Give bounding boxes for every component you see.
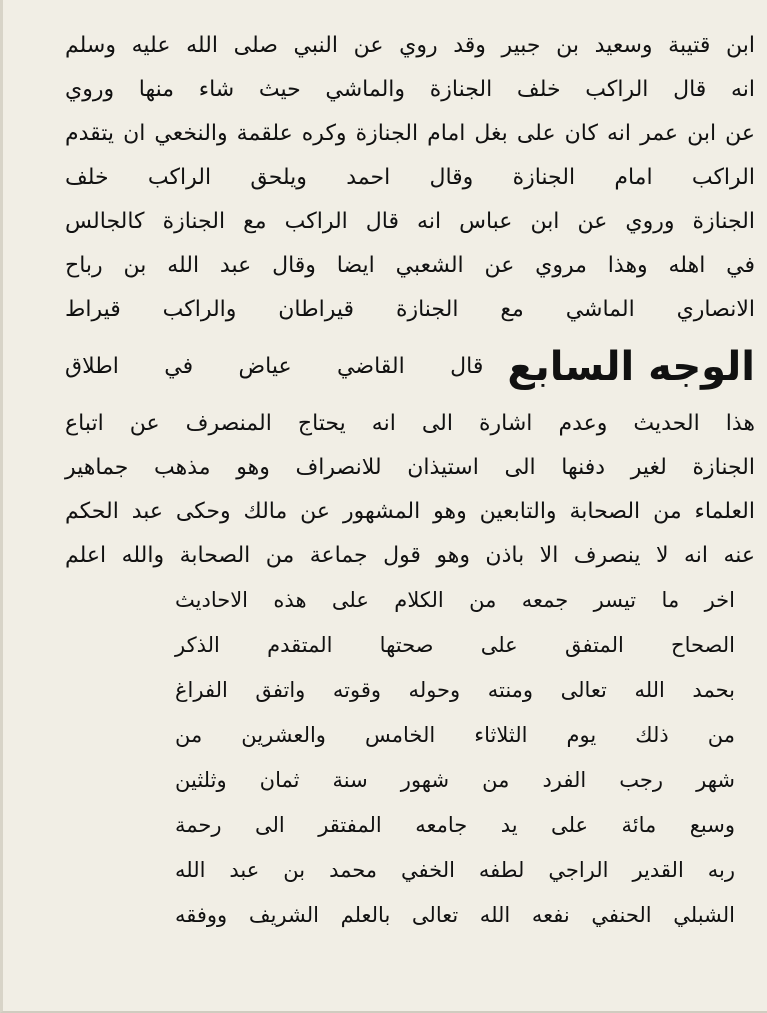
text-line: ابن قتيبة وسعيد بن جبير وقد روي عن النبي صلى الله عليه وسلم bbox=[65, 33, 755, 58]
text-line: هذا الحديث وعدم اشارة الى انه يحتاج المنصرف عن اتباع bbox=[65, 411, 755, 436]
text-line: قال القاضي عياض في اطلاق bbox=[65, 354, 484, 379]
text-line: الراكب امام الجنازة وقال احمد ويلحق الراكب خلف bbox=[65, 165, 755, 190]
text-line: انه قال الراكب خلف الجنازة والماشي حيث شاء منها وروي bbox=[65, 77, 755, 102]
colophon-line: شهر رجب الفرد من شهور سنة ثمان وثلثين bbox=[175, 768, 735, 792]
section-heading-row bbox=[65, 338, 755, 396]
section-heading: الوجه السابع bbox=[507, 344, 755, 390]
colophon-line: من ذلك يوم الثلاثاء الخامس والعشرين من bbox=[175, 723, 735, 747]
text-line: الجنازة لغير دفنها الى استيذان للانصراف وهو مذهب جماهير bbox=[65, 455, 755, 480]
colophon-line: اخر ما تيسر جمعه من الكلام على هذه الاحاديث bbox=[175, 588, 735, 612]
colophon-line: الصحاح المتفق على صحتها المتقدم الذكر bbox=[175, 633, 735, 657]
text-line: في اهله وهذا مروي عن الشعبي ايضا وقال عبد الله بن رباح bbox=[65, 253, 755, 278]
colophon-line: الشبلي الحنفي نفعه الله تعالى بالعلم الشريف ووفقه bbox=[175, 903, 735, 927]
colophon bbox=[175, 578, 735, 938]
text-line: عن ابن عمر انه كان على بغل امام الجنازة وكره علقمة والنخعي ان يتقدم bbox=[65, 121, 755, 146]
text-line: الجنازة وروي عن ابن عباس انه قال الراكب مع الجنازة كالجالس bbox=[65, 209, 755, 234]
colophon-line: ربه القدير الراجي لطفه الخفي محمد بن عبد الله bbox=[175, 858, 735, 882]
text-line: العلماء من الصحابة والتابعين وهو المشهور عن مالك وحكى عبد الحكم bbox=[65, 499, 755, 524]
colophon-line: بحمد الله تعالى ومنته وحوله وقوته واتفق الفراغ bbox=[175, 678, 735, 702]
text-line: الانصاري الماشي مع الجنازة قيراطان والراكب قيراط bbox=[65, 297, 755, 322]
text-line: عنه انه لا ينصرف الا باذن وهو قول جماعة من الصحابة والله اعلم bbox=[65, 543, 755, 568]
colophon-line: وسبع مائة على يد جامعه المفتقر الى رحمة bbox=[175, 813, 735, 837]
